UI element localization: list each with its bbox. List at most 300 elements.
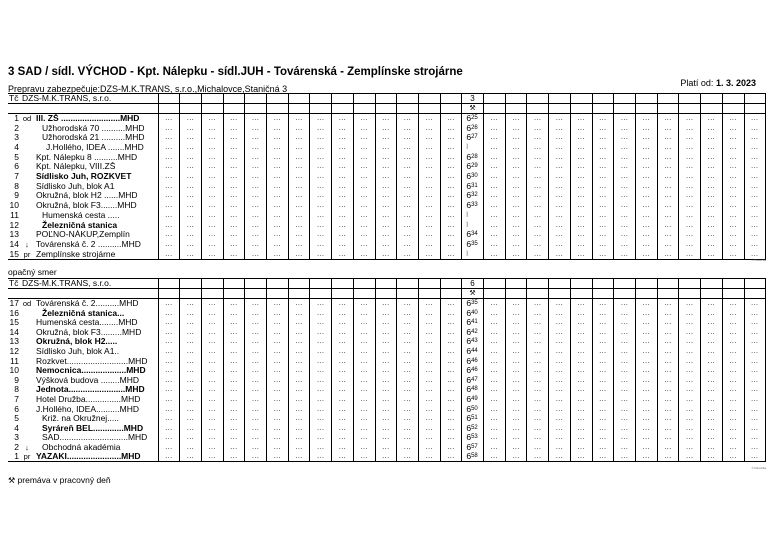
departure-minute: 26 bbox=[471, 124, 478, 131]
empty-time-cell: ... bbox=[201, 337, 223, 347]
empty-time-cell: ... bbox=[570, 220, 592, 230]
empty-time-cell: ... bbox=[375, 442, 397, 452]
empty-time-cell: ... bbox=[245, 308, 267, 318]
empty-time-cell: ... bbox=[310, 210, 332, 220]
empty-time-cell: ... bbox=[288, 123, 310, 133]
empty-time-cell: ... bbox=[570, 114, 592, 124]
empty-time-cell: ... bbox=[722, 375, 744, 385]
note-cell bbox=[592, 104, 614, 114]
note-cell bbox=[332, 289, 354, 299]
empty-time-cell: ... bbox=[310, 142, 332, 152]
empty-time-cell: ... bbox=[744, 123, 766, 133]
stop-row bbox=[8, 375, 766, 385]
departure-minute: 35 bbox=[471, 241, 478, 248]
pass-glyph: ⦚ bbox=[466, 211, 468, 219]
empty-time-cell: ... bbox=[332, 239, 354, 249]
empty-time-cell: ... bbox=[223, 375, 245, 385]
wavy-pass-icon bbox=[462, 210, 484, 220]
empty-time-cell: ... bbox=[310, 299, 332, 309]
stop-name: J.Hollého, IDEA .......MHD bbox=[46, 142, 144, 153]
empty-time-cell: ... bbox=[310, 356, 332, 366]
note-cell bbox=[201, 289, 223, 299]
empty-time-cell: ... bbox=[744, 337, 766, 347]
empty-time-cell: ... bbox=[484, 152, 506, 162]
empty-time-cell: ... bbox=[418, 230, 440, 240]
departure-time bbox=[462, 356, 484, 366]
departure-minute: 27 bbox=[471, 134, 478, 141]
departure-hour: 6 bbox=[466, 375, 472, 385]
empty-time-cell: ... bbox=[744, 442, 766, 452]
stop-name: Okružná, blok H2..... bbox=[36, 336, 118, 347]
stop-row bbox=[8, 366, 766, 376]
empty-time-cell: ... bbox=[267, 442, 289, 452]
empty-time-cell: ... bbox=[679, 152, 701, 162]
empty-time-cell: ... bbox=[744, 152, 766, 162]
stop-number: 11 bbox=[10, 356, 19, 366]
stop-marker bbox=[20, 394, 34, 404]
departure-minute: 53 bbox=[471, 434, 478, 441]
empty-time-cell: ... bbox=[267, 327, 289, 337]
empty-time-cell: ... bbox=[158, 308, 180, 318]
empty-time-cell: ... bbox=[332, 142, 354, 152]
empty-time-cell: ... bbox=[288, 181, 310, 191]
stop-name: Rozkvet..........................MHD bbox=[36, 356, 148, 366]
stop-number: 15 bbox=[9, 317, 19, 328]
empty-time-cell: ... bbox=[701, 133, 723, 143]
empty-time-cell: ... bbox=[158, 114, 180, 124]
empty-time-cell: ... bbox=[158, 210, 180, 220]
note-cell bbox=[418, 104, 440, 114]
empty-time-cell: ... bbox=[440, 114, 462, 124]
empty-time-cell: ... bbox=[722, 394, 744, 404]
trip-header bbox=[635, 279, 657, 289]
empty-time-cell: ... bbox=[158, 366, 180, 376]
stop-row bbox=[8, 123, 766, 133]
empty-time-cell: ... bbox=[332, 171, 354, 181]
stop-row bbox=[8, 356, 766, 366]
empty-time-cell: ... bbox=[657, 337, 679, 347]
empty-time-cell: ... bbox=[440, 133, 462, 143]
stop-number: 8 bbox=[14, 384, 19, 395]
empty-time-cell: ... bbox=[484, 114, 506, 124]
empty-time-cell: ... bbox=[679, 423, 701, 433]
note-cell bbox=[549, 104, 571, 114]
empty-time-cell: ... bbox=[722, 337, 744, 347]
note-cell bbox=[527, 104, 549, 114]
empty-time-cell: ... bbox=[701, 299, 723, 309]
empty-time-cell: ... bbox=[701, 230, 723, 240]
empty-time-cell: ... bbox=[744, 249, 766, 260]
empty-time-cell: ... bbox=[267, 394, 289, 404]
empty-time-cell: ... bbox=[375, 200, 397, 210]
empty-time-cell: ... bbox=[614, 210, 636, 220]
note-cell bbox=[635, 289, 657, 299]
empty-time-cell: ... bbox=[592, 210, 614, 220]
empty-time-cell: ... bbox=[267, 433, 289, 443]
empty-time-cell: ... bbox=[158, 433, 180, 443]
empty-time-cell: ... bbox=[375, 162, 397, 172]
empty-time-cell: ... bbox=[484, 423, 506, 433]
empty-time-cell: ... bbox=[744, 230, 766, 240]
empty-time-cell: ... bbox=[375, 327, 397, 337]
empty-time-cell: ... bbox=[592, 442, 614, 452]
empty-time-cell: ... bbox=[267, 133, 289, 143]
stop-row bbox=[8, 142, 766, 152]
empty-time-cell: ... bbox=[223, 404, 245, 414]
trip-header bbox=[267, 279, 289, 289]
note-cell bbox=[375, 289, 397, 299]
departure-time bbox=[462, 404, 484, 414]
trip-header bbox=[223, 94, 245, 104]
departure-minute: 49 bbox=[471, 396, 478, 403]
empty-time-cell: ... bbox=[180, 394, 202, 404]
company-name: DZS-M.K.TRANS, s.r.o. bbox=[20, 94, 158, 104]
empty-time-cell: ... bbox=[592, 308, 614, 318]
empty-time-cell: ... bbox=[180, 337, 202, 347]
note-cell bbox=[570, 104, 592, 114]
empty-time-cell: ... bbox=[310, 239, 332, 249]
empty-time-cell: ... bbox=[570, 404, 592, 414]
empty-time-cell: ... bbox=[397, 200, 419, 210]
hammer-icon: ⚒ bbox=[8, 476, 16, 485]
empty-time-cell: ... bbox=[484, 433, 506, 443]
empty-time-cell: ... bbox=[375, 375, 397, 385]
note-cell bbox=[418, 289, 440, 299]
empty-time-cell: ... bbox=[223, 181, 245, 191]
empty-time-cell: ... bbox=[245, 299, 267, 309]
empty-time-cell: ... bbox=[245, 375, 267, 385]
empty-time-cell: ... bbox=[549, 181, 571, 191]
empty-time-cell: ... bbox=[397, 385, 419, 395]
empty-time-cell: ... bbox=[267, 162, 289, 172]
empty-time-cell: ... bbox=[570, 394, 592, 404]
empty-time-cell: ... bbox=[505, 442, 527, 452]
empty-time-cell: ... bbox=[158, 123, 180, 133]
trip-header bbox=[484, 94, 506, 104]
empty-time-cell: ... bbox=[570, 442, 592, 452]
empty-time-cell: ... bbox=[527, 142, 549, 152]
empty-time-cell: ... bbox=[614, 191, 636, 201]
empty-time-cell: ... bbox=[744, 327, 766, 337]
stop-marker bbox=[20, 220, 34, 230]
empty-time-cell: ... bbox=[223, 210, 245, 220]
empty-time-cell: ... bbox=[158, 394, 180, 404]
empty-time-cell: ... bbox=[527, 346, 549, 356]
empty-time-cell: ... bbox=[201, 142, 223, 152]
empty-time-cell: ... bbox=[397, 442, 419, 452]
pass-glyph: ⦚ bbox=[466, 144, 468, 152]
empty-time-cell: ... bbox=[592, 220, 614, 230]
empty-time-cell: ... bbox=[592, 162, 614, 172]
empty-time-cell: ... bbox=[288, 191, 310, 201]
pass-glyph: ⦚ bbox=[466, 251, 468, 259]
empty-time-cell: ... bbox=[440, 239, 462, 249]
stop-number: 5 bbox=[14, 152, 19, 162]
stop-marker bbox=[20, 356, 34, 366]
empty-time-cell: ... bbox=[657, 133, 679, 143]
stop-number: 9 bbox=[14, 375, 19, 385]
empty-time-cell: ... bbox=[527, 327, 549, 337]
empty-time-cell: ... bbox=[722, 133, 744, 143]
empty-time-cell: ... bbox=[310, 181, 332, 191]
stop-row bbox=[8, 210, 766, 220]
stop-number: 6 bbox=[14, 161, 19, 172]
empty-time-cell: ... bbox=[223, 442, 245, 452]
stop-row bbox=[8, 414, 766, 424]
empty-time-cell: ... bbox=[310, 308, 332, 318]
empty-time-cell: ... bbox=[267, 452, 289, 462]
empty-time-cell: ... bbox=[397, 423, 419, 433]
empty-time-cell: ... bbox=[440, 308, 462, 318]
empty-time-cell: ... bbox=[679, 114, 701, 124]
note-cell bbox=[353, 289, 375, 299]
empty-time-cell: ... bbox=[657, 181, 679, 191]
empty-time-cell: ... bbox=[288, 433, 310, 443]
empty-time-cell: ... bbox=[657, 356, 679, 366]
stop-marker bbox=[20, 133, 34, 143]
empty-time-cell: ... bbox=[288, 356, 310, 366]
empty-time-cell: ... bbox=[635, 299, 657, 309]
empty-time-cell: ... bbox=[180, 442, 202, 452]
empty-time-cell: ... bbox=[592, 299, 614, 309]
empty-time-cell: ... bbox=[505, 327, 527, 337]
empty-time-cell: ... bbox=[527, 171, 549, 181]
empty-time-cell: ... bbox=[288, 404, 310, 414]
departure-minute: 29 bbox=[471, 163, 478, 170]
empty-time-cell: ... bbox=[549, 152, 571, 162]
empty-time-cell: ... bbox=[635, 220, 657, 230]
departure-minute: 52 bbox=[471, 424, 478, 431]
stop-name: Kpt. Nálepku, VIII.ZŠ bbox=[36, 161, 116, 172]
empty-time-cell: ... bbox=[223, 114, 245, 124]
empty-time-cell: ... bbox=[375, 249, 397, 260]
header-row bbox=[8, 94, 766, 104]
stop-marker bbox=[20, 210, 34, 220]
departure-hour: 6 bbox=[466, 432, 472, 443]
empty-time-cell: ... bbox=[701, 327, 723, 337]
empty-time-cell: ... bbox=[353, 200, 375, 210]
empty-time-cell: ... bbox=[549, 133, 571, 143]
departure-minute: 34 bbox=[471, 231, 478, 238]
empty-time-cell: ... bbox=[570, 452, 592, 462]
note-cell bbox=[440, 289, 462, 299]
stop-number: 1 bbox=[14, 113, 19, 124]
empty-time-cell: ... bbox=[180, 249, 202, 260]
trip-header bbox=[201, 94, 223, 104]
empty-time-cell: ... bbox=[592, 346, 614, 356]
empty-time-cell: ... bbox=[418, 433, 440, 443]
departure-time bbox=[462, 337, 484, 347]
empty-time-cell: ... bbox=[484, 327, 506, 337]
departure-hour: 6 bbox=[466, 327, 472, 337]
departure-time bbox=[462, 452, 484, 462]
empty-time-cell: ... bbox=[332, 123, 354, 133]
empty-time-cell: ... bbox=[592, 433, 614, 443]
empty-time-cell: ... bbox=[310, 442, 332, 452]
trip-header bbox=[245, 279, 267, 289]
empty-time-cell: ... bbox=[744, 308, 766, 318]
empty-time-cell: ... bbox=[657, 299, 679, 309]
empty-time-cell: ... bbox=[375, 404, 397, 414]
km-header: Tč bbox=[9, 278, 19, 288]
empty-time-cell: ... bbox=[614, 404, 636, 414]
empty-time-cell: ... bbox=[267, 299, 289, 309]
empty-time-cell: ... bbox=[353, 162, 375, 172]
empty-time-cell: ... bbox=[527, 366, 549, 376]
empty-time-cell: ... bbox=[288, 162, 310, 172]
empty-time-cell: ... bbox=[505, 114, 527, 124]
empty-time-cell: ... bbox=[418, 152, 440, 162]
empty-time-cell: ... bbox=[223, 162, 245, 172]
empty-time-cell: ... bbox=[635, 162, 657, 172]
empty-time-cell: ... bbox=[527, 414, 549, 424]
empty-time-cell: ... bbox=[614, 133, 636, 143]
empty-time-cell: ... bbox=[549, 327, 571, 337]
empty-time-cell: ... bbox=[397, 318, 419, 328]
empty-time-cell: ... bbox=[722, 423, 744, 433]
empty-time-cell: ... bbox=[701, 308, 723, 318]
empty-time-cell: ... bbox=[223, 327, 245, 337]
stop-number: 3 bbox=[14, 132, 19, 143]
departure-time bbox=[462, 123, 484, 133]
trip-header bbox=[614, 279, 636, 289]
empty-time-cell: ... bbox=[679, 433, 701, 443]
stop-row bbox=[8, 152, 766, 162]
empty-time-cell: ... bbox=[484, 181, 506, 191]
empty-time-cell: ... bbox=[267, 366, 289, 376]
empty-time-cell: ... bbox=[201, 299, 223, 309]
stop-row bbox=[8, 423, 766, 433]
trip-header bbox=[267, 94, 289, 104]
empty-time-cell: ... bbox=[614, 375, 636, 385]
empty-time-cell: ... bbox=[440, 385, 462, 395]
empty-time-cell: ... bbox=[592, 249, 614, 260]
empty-time-cell: ... bbox=[245, 414, 267, 424]
stop-number: 4 bbox=[14, 423, 19, 433]
empty-time-cell: ... bbox=[201, 181, 223, 191]
empty-time-cell: ... bbox=[614, 327, 636, 337]
timetable-reverse bbox=[8, 278, 766, 462]
empty-time-cell: ... bbox=[484, 210, 506, 220]
empty-time-cell: ... bbox=[527, 394, 549, 404]
empty-time-cell: ... bbox=[201, 356, 223, 366]
empty-time-cell: ... bbox=[657, 366, 679, 376]
departure-minute: 28 bbox=[471, 153, 478, 160]
empty-time-cell: ... bbox=[657, 394, 679, 404]
empty-time-cell: ... bbox=[353, 394, 375, 404]
empty-time-cell: ... bbox=[701, 114, 723, 124]
trip-header bbox=[527, 94, 549, 104]
empty-time-cell: ... bbox=[505, 171, 527, 181]
empty-time-cell: ... bbox=[440, 423, 462, 433]
trip-header bbox=[657, 94, 679, 104]
empty-time-cell: ... bbox=[310, 433, 332, 443]
empty-time-cell: ... bbox=[267, 318, 289, 328]
empty-time-cell: ... bbox=[549, 239, 571, 249]
empty-time-cell: ... bbox=[614, 162, 636, 172]
empty-time-cell: ... bbox=[505, 191, 527, 201]
empty-time-cell: ... bbox=[592, 375, 614, 385]
departure-time bbox=[462, 114, 484, 124]
empty-time-cell: ... bbox=[180, 308, 202, 318]
note-cell bbox=[332, 104, 354, 114]
company-name: DZS-M.K.TRANS, s.r.o. bbox=[20, 279, 158, 289]
trip-header bbox=[310, 94, 332, 104]
empty-time-cell: ... bbox=[310, 114, 332, 124]
empty-time-cell: ... bbox=[310, 200, 332, 210]
empty-time-cell: ... bbox=[245, 114, 267, 124]
stop-name: Humenská cesta........MHD bbox=[36, 317, 138, 328]
empty-time-cell: ... bbox=[158, 239, 180, 249]
empty-time-cell: ... bbox=[245, 123, 267, 133]
empty-time-cell: ... bbox=[353, 337, 375, 347]
empty-time-cell: ... bbox=[245, 249, 267, 260]
empty-time-cell: ... bbox=[484, 133, 506, 143]
empty-time-cell: ... bbox=[657, 375, 679, 385]
empty-time-cell: ... bbox=[418, 308, 440, 318]
stop-name: SAD.............................MHD bbox=[42, 432, 148, 443]
departure-time bbox=[462, 423, 484, 433]
empty-time-cell: ... bbox=[245, 452, 267, 462]
empty-time-cell: ... bbox=[310, 385, 332, 395]
empty-time-cell: ... bbox=[288, 346, 310, 356]
empty-time-cell: ... bbox=[657, 318, 679, 328]
empty-time-cell: ... bbox=[549, 220, 571, 230]
stop-number: 7 bbox=[14, 171, 19, 182]
stop-number: 15 bbox=[9, 249, 19, 260]
note-cell bbox=[158, 104, 180, 114]
stop-name: Križ. na Okružnej..... bbox=[42, 413, 119, 424]
empty-time-cell: ... bbox=[527, 152, 549, 162]
note-cell bbox=[527, 289, 549, 299]
departure-time bbox=[462, 230, 484, 240]
empty-time-cell: ... bbox=[722, 327, 744, 337]
trip-header bbox=[245, 94, 267, 104]
empty-time-cell: ... bbox=[353, 346, 375, 356]
empty-time-cell: ... bbox=[657, 239, 679, 249]
empty-time-cell: ... bbox=[332, 404, 354, 414]
empty-time-cell: ... bbox=[267, 249, 289, 260]
empty-time-cell: ... bbox=[701, 239, 723, 249]
empty-time-cell: ... bbox=[397, 171, 419, 181]
empty-time-cell: ... bbox=[635, 210, 657, 220]
stop-number: 12 bbox=[9, 219, 19, 230]
departure-hour: 6 bbox=[466, 200, 472, 210]
empty-time-cell: ... bbox=[310, 394, 332, 404]
empty-time-cell: ... bbox=[440, 171, 462, 181]
empty-time-cell: ... bbox=[375, 337, 397, 347]
empty-time-cell: ... bbox=[744, 394, 766, 404]
note-cell bbox=[267, 104, 289, 114]
empty-time-cell: ... bbox=[484, 414, 506, 424]
empty-time-cell: ... bbox=[267, 337, 289, 347]
empty-time-cell: ... bbox=[180, 162, 202, 172]
departure-time bbox=[462, 191, 484, 201]
empty-time-cell: ... bbox=[701, 452, 723, 462]
departure-minute: 46 bbox=[471, 367, 478, 374]
empty-time-cell: ... bbox=[332, 249, 354, 260]
empty-time-cell: ... bbox=[744, 346, 766, 356]
empty-time-cell: ... bbox=[223, 318, 245, 328]
empty-time-cell: ... bbox=[310, 346, 332, 356]
empty-time-cell: ... bbox=[223, 346, 245, 356]
empty-time-cell: ... bbox=[657, 452, 679, 462]
pass-glyph: ⦚ bbox=[466, 221, 468, 229]
departure-minute: 58 bbox=[471, 453, 478, 460]
empty-time-cell: ... bbox=[288, 299, 310, 309]
empty-time-cell: ... bbox=[570, 308, 592, 318]
empty-time-cell: ... bbox=[332, 220, 354, 230]
